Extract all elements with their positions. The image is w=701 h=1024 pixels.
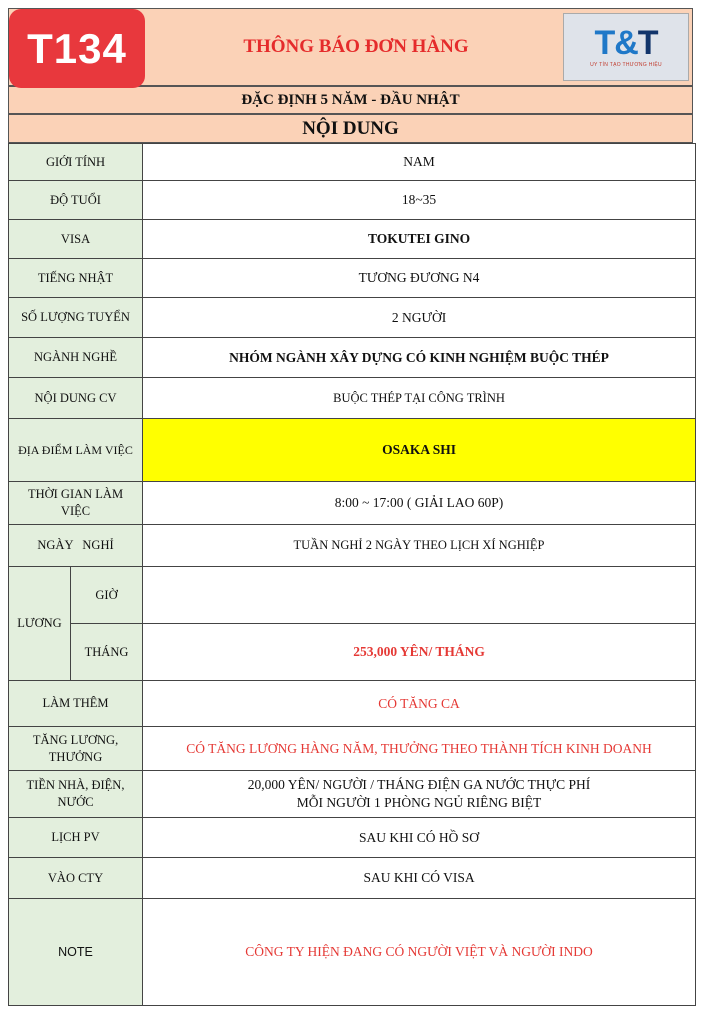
start-label: VÀO CTY [9, 858, 143, 899]
interview-value: SAU KHI CÓ HỒ SƠ [143, 818, 696, 858]
raise-label: TĂNG LƯƠNG, THƯỞNG [9, 727, 143, 771]
hours-value: 8:00 ~ 17:00 ( GIẢI LAO 60P) [143, 482, 696, 525]
table-row-days-off [9, 525, 696, 567]
note-label: NOTE [9, 899, 143, 1006]
salary-hourly-label: GIỜ [71, 567, 143, 624]
housing-value-line2: MỖI NGƯỜI 1 PHÒNG NGỦ RIÊNG BIỆT [296, 795, 542, 810]
table-row-location [9, 419, 696, 482]
raise-value: CÓ TĂNG LƯƠNG HÀNG NĂM, THƯỞNG THEO THÀNH TÍCH KINH DOANH [143, 727, 696, 771]
logo-tagline: UY TÍN TẠO THƯƠNG HIỆU [590, 62, 662, 68]
interview-label: LỊCH PV [9, 818, 143, 858]
japanese-label: TIẾNG NHẬT [9, 259, 143, 298]
gender-label: GIỚI TÍNH [9, 144, 143, 181]
table-row-visa [9, 220, 696, 259]
gender-value: NAM [143, 144, 696, 181]
overtime-label: LÀM THÊM [9, 681, 143, 727]
table-row-job [9, 378, 696, 419]
table-row-japanese [9, 259, 696, 298]
salary-monthly-value: 253,000 YÊN/ THÁNG [143, 624, 696, 681]
industry-label: NGÀNH NGHỀ [9, 338, 143, 378]
section-title: NỘI DUNG [8, 114, 693, 143]
table-row-note [9, 899, 696, 1006]
salary-label: LƯƠNG [9, 567, 71, 681]
salary-hourly-value [143, 567, 696, 624]
days-off-label: NGÀY NGHỈ [9, 525, 143, 567]
job-value: BUỘC THÉP TẠI CÔNG TRÌNH [143, 378, 696, 419]
quantity-label: SỐ LƯỢNG TUYỂN [9, 298, 143, 338]
quantity-value: 2 NGƯỜI [143, 298, 696, 338]
table-row-housing [9, 771, 696, 818]
table-row-quantity [9, 298, 696, 338]
table-row-gender [9, 144, 696, 181]
order-code-badge: T134 [9, 9, 145, 88]
company-logo [563, 13, 689, 81]
table-row-start [9, 858, 696, 899]
visa-value: TOKUTEI GINO [143, 220, 696, 259]
salary-monthly-label: THÁNG [71, 624, 143, 681]
note-value: CÔNG TY HIỆN ĐANG CÓ NGƯỜI VIỆT VÀ NGƯỜI INDO [143, 899, 696, 1006]
table-row-overtime [9, 681, 696, 727]
overtime-value: CÓ TĂNG CA [143, 681, 696, 727]
visa-label: VISA [9, 220, 143, 259]
table-row-salary-monthly [9, 624, 696, 681]
job-label: NỘI DUNG CV [9, 378, 143, 419]
housing-value-line1: 20,000 YÊN/ NGƯỜI / THÁNG ĐIỆN GA NƯỚC THỰC PHÍ [247, 777, 591, 792]
age-label: ĐỘ TUỔI [9, 181, 143, 220]
japanese-value: TƯƠNG ĐƯƠNG N4 [143, 259, 696, 298]
days-off-value: TUẦN NGHỈ 2 NGÀY THEO LỊCH XÍ NGHIỆP [143, 525, 696, 567]
location-value: OSAKA SHI [143, 419, 696, 482]
program-subtitle: ĐẶC ĐỊNH 5 NĂM - ĐẦU NHẬT [8, 86, 693, 114]
industry-value: NHÓM NGÀNH XÂY DỰNG CÓ KINH NGHIỆM BUỘC THÉP [143, 338, 696, 378]
hours-label: THỜI GIAN LÀM VIỆC [9, 482, 143, 525]
start-value: SAU KHI CÓ VISA [143, 858, 696, 899]
job-details-table [8, 143, 696, 1006]
table-row-hours [9, 482, 696, 525]
table-row-raise [9, 727, 696, 771]
page-title: THÔNG BÁO ĐƠN HÀNG [243, 36, 469, 57]
logo-mark: T&T [594, 24, 658, 62]
housing-label: TIỀN NHÀ, ĐIỆN, NƯỚC [9, 771, 143, 818]
table-row-age [9, 181, 696, 220]
housing-value [143, 771, 696, 818]
table-row-salary-hourly [9, 567, 696, 624]
table-row-industry [9, 338, 696, 378]
age-value: 18~35 [143, 181, 696, 220]
table-row-interview [9, 818, 696, 858]
location-label: ĐỊA ĐIỂM LÀM VIỆC [9, 419, 143, 482]
